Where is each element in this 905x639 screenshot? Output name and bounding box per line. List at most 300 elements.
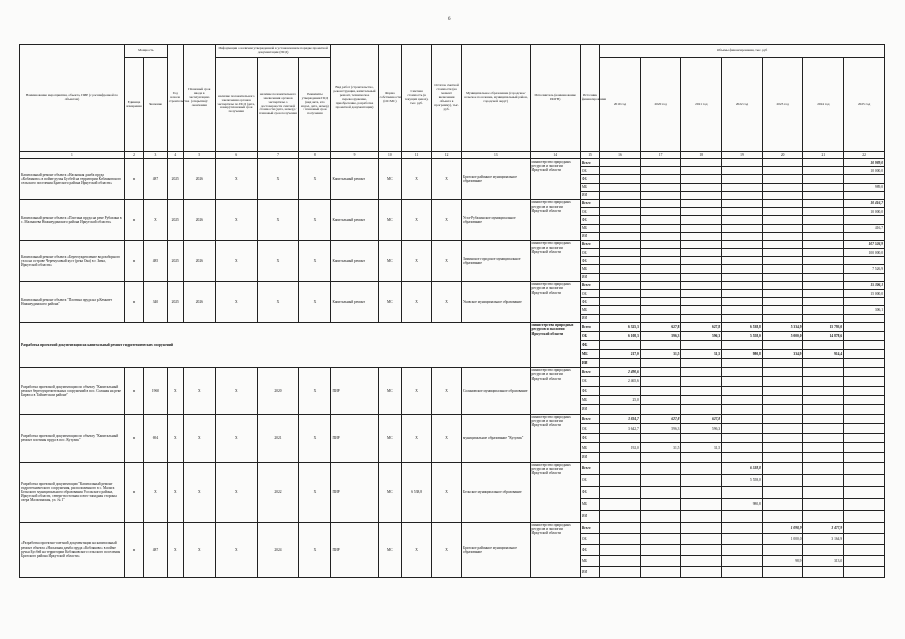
section-amount-cell (844, 340, 885, 349)
amount-cell (844, 191, 885, 199)
amount-cell (722, 224, 763, 232)
end-year-cell: 2026 (183, 240, 215, 281)
executor-cell: министерство природных ресурсов и экологии Иркутской области (530, 240, 580, 281)
amount-cell (803, 386, 844, 395)
amount-cell: 2 490,6 (600, 367, 641, 376)
source-cell: ФБ (580, 257, 599, 265)
amount-cell (762, 453, 803, 463)
source-cell: ФБ (580, 544, 599, 555)
section-amount-cell: 31,5 (681, 349, 722, 358)
amount-cell (640, 232, 681, 240)
object-name: «Разработка проектно-сметной документации на капитальный ремонт объекта «Насыпная дамба пруда «Кобляково» в пойме ручья Бусбей на территории Кобляковского сельского поселения Братского района Иркутской области» (20, 522, 125, 577)
header-volumes: Объемы финансирования, тыс. руб (600, 45, 885, 58)
amount-cell: 306,1 (844, 306, 885, 314)
amount-cell (640, 555, 681, 566)
column-number: 5 (183, 152, 215, 159)
amount-cell (681, 175, 722, 183)
ownership-cell: МС (378, 522, 402, 577)
ownership-cell: МС (378, 240, 402, 281)
start-year-cell: 2025 (167, 240, 183, 281)
amount-cell (600, 216, 641, 224)
object-name: Капитальный ремонт объекта "Плотина пруда на р.Кемьвет Нижнеудинского района" (20, 281, 125, 322)
amount-cell (722, 433, 763, 443)
work-type-cell: ПИР (331, 522, 378, 577)
amount-cell (803, 183, 844, 191)
column-number: 2 (124, 152, 143, 159)
page-number: 6 (448, 17, 451, 22)
header-year: 2023 год (762, 58, 803, 152)
municipality-cell: муниципальное образование "Кутулик" (462, 414, 531, 462)
amount-cell (722, 533, 763, 544)
amount-cell (681, 453, 722, 463)
psd-positive-cell: X (215, 367, 257, 414)
amount-cell: 416,7 (844, 224, 885, 232)
amount-cell (722, 306, 763, 314)
amount-cell (762, 281, 803, 289)
header-year: 2019 год (600, 58, 641, 152)
ownership-cell: МС (378, 159, 402, 200)
source-cell: ФБ (580, 298, 599, 306)
amount-cell (681, 208, 722, 216)
amount-cell (803, 306, 844, 314)
section-amount-cell: 596,3 (640, 331, 681, 340)
header-cost: Сметная стоимость (в текущих ценах), тыс. руб. (402, 45, 432, 152)
psd-approval-cell: X (299, 367, 331, 414)
amount-cell (600, 544, 641, 555)
remaining-cell: X (432, 281, 462, 322)
amount-cell (844, 367, 885, 376)
executor-cell: министерство природных ресурсов и экологии Иркутской области (530, 367, 580, 414)
section-amount-cell: 31,5 (640, 349, 681, 358)
unit-cell: м (124, 240, 143, 281)
amount-cell: 1 000,0 (762, 533, 803, 544)
amount-cell (803, 281, 844, 289)
section-executor: министерство природных ресурсов и экологии Иркутской области (530, 322, 580, 367)
amount-cell (762, 208, 803, 216)
amount-cell (844, 395, 885, 404)
amount-cell (803, 414, 844, 424)
source-cell: ОБ (580, 331, 599, 340)
amount-cell (600, 486, 641, 498)
column-number: 18 (681, 152, 722, 159)
amount-cell (844, 510, 885, 522)
amount-cell: 313,0 (803, 555, 844, 566)
amount-cell: 989,0 (844, 183, 885, 191)
amount-cell (722, 281, 763, 289)
column-number: 21 (803, 152, 844, 159)
psd-approval-cell: X (299, 240, 331, 281)
psd-cost-cell: X (257, 281, 299, 322)
column-number: 6 (215, 152, 257, 159)
amount-cell: 3 834,7 (600, 414, 641, 424)
amount-cell (803, 240, 844, 248)
amount-cell (803, 395, 844, 404)
amount-cell (681, 249, 722, 257)
section-amount-cell (640, 358, 681, 367)
amount-cell (762, 395, 803, 404)
municipality-cell: Соляновское муниципальное образование (462, 367, 531, 414)
amount-cell (844, 216, 885, 224)
amount-cell (844, 462, 885, 474)
amount-cell (640, 240, 681, 248)
section-amount-cell: 5 558,0 (722, 331, 763, 340)
amount-cell (640, 486, 681, 498)
section-amount-cell (681, 340, 722, 349)
section-amount-cell: 15 793,0 (803, 322, 844, 331)
amount-cell (803, 249, 844, 257)
amount-cell (600, 474, 641, 486)
amount-cell: 980,8 (722, 498, 763, 510)
amount-cell (640, 395, 681, 404)
amount-cell (844, 544, 885, 555)
amount-cell (762, 386, 803, 395)
amount-cell (640, 159, 681, 167)
psd-positive-cell: X (215, 159, 257, 200)
amount-cell: 3 477,9 (803, 522, 844, 533)
cost-cell: X (402, 414, 432, 462)
source-cell: МБ (580, 395, 599, 404)
amount-cell (803, 191, 844, 199)
header-commission: Плановый срок ввода в эксплуатацию (открытия)/окончания (183, 45, 215, 152)
amount-cell (640, 281, 681, 289)
source-cell: ИИ (580, 405, 599, 414)
amount-cell (681, 367, 722, 376)
amount-cell (640, 249, 681, 257)
header-year: 2020 год (640, 58, 681, 152)
amount-cell (722, 183, 763, 191)
municipality-cell: Братское районное муниципальное образование (462, 159, 531, 200)
source-cell: МБ (580, 183, 599, 191)
psd-approval-cell: X (299, 462, 331, 522)
amount-cell (640, 191, 681, 199)
remaining-cell: X (432, 367, 462, 414)
amount-cell (600, 249, 641, 257)
column-number: 8 (299, 152, 331, 159)
amount-cell (640, 216, 681, 224)
amount-cell (803, 544, 844, 555)
source-cell: МБ (580, 306, 599, 314)
amount-cell (762, 240, 803, 248)
amount-cell (640, 453, 681, 463)
amount-cell (762, 257, 803, 265)
section-amount-cell: 6 108,3 (600, 331, 641, 340)
amount-cell (762, 249, 803, 257)
start-year-cell: X (167, 522, 183, 577)
source-cell: Всего (580, 522, 599, 533)
unit-cell: м (124, 414, 143, 462)
amount-cell (844, 486, 885, 498)
amount-cell (722, 377, 763, 386)
source-cell: МБ (580, 443, 599, 453)
psd-approval-cell: X (299, 159, 331, 200)
amount-cell (600, 208, 641, 216)
amount-cell (600, 462, 641, 474)
header-unit: Единица измерения (124, 58, 143, 152)
object-name: Разработка проектной документации по объекту "Капитальный ремонт плотины пруда в пос. Кутулик" (20, 414, 125, 462)
amount-cell (600, 273, 641, 281)
amount-cell (640, 199, 681, 207)
amount-cell (640, 544, 681, 555)
amount-cell (803, 159, 844, 167)
amount-cell (762, 265, 803, 273)
amount-cell (600, 265, 641, 273)
amount-cell (803, 474, 844, 486)
section-amount-cell (722, 340, 763, 349)
amount-cell (762, 367, 803, 376)
header-psd-cost: наличие положительного заключения органов экспертизы о достоверности сметной стоимости (дата, номер) / плановый срок получения (257, 58, 299, 152)
amount-cell (803, 377, 844, 386)
amount-cell (722, 566, 763, 577)
amount-cell (722, 240, 763, 248)
executor-cell: министерство природных ресурсов и экологии Иркутской области (530, 522, 580, 577)
psd-cost-cell: 2021 (257, 414, 299, 462)
cost-cell: X (402, 281, 432, 322)
source-cell: ФБ (580, 216, 599, 224)
source-cell: ИИ (580, 358, 599, 367)
start-year-cell: 2025 (167, 199, 183, 240)
amount-cell (722, 265, 763, 273)
amount-cell (640, 462, 681, 474)
amount-cell (844, 424, 885, 434)
column-number-row (20, 152, 885, 159)
value-cell: X (144, 199, 168, 240)
section-amount-cell: 627,8 (640, 322, 681, 331)
amount-cell (762, 566, 803, 577)
amount-cell (762, 290, 803, 298)
amount-cell (640, 183, 681, 191)
amount-cell (844, 498, 885, 510)
amount-cell (803, 167, 844, 175)
amount-cell (762, 167, 803, 175)
section-amount-cell (600, 340, 641, 349)
amount-cell (722, 367, 763, 376)
cost-cell: 6 538,8 (402, 462, 432, 522)
amount-cell (722, 414, 763, 424)
table-row (20, 159, 885, 167)
amount-cell: 10 000,0 (844, 208, 885, 216)
amount-cell (681, 486, 722, 498)
section-amount-cell (844, 349, 885, 358)
header-capacity: Мощность (124, 45, 167, 58)
amount-cell (681, 183, 722, 191)
amount-cell: 10 416,7 (844, 199, 885, 207)
psd-cost-cell: 2024 (257, 522, 299, 577)
column-number: 1 (20, 152, 125, 159)
source-cell: МБ (580, 265, 599, 273)
header-source: Источник финансирования (580, 45, 599, 152)
header-year: 2025 год (844, 58, 885, 152)
amount-cell (640, 533, 681, 544)
section-amount-cell (722, 358, 763, 367)
ownership-cell: МС (378, 414, 402, 462)
amount-cell (600, 498, 641, 510)
amount-cell (681, 386, 722, 395)
source-cell: ИИ (580, 191, 599, 199)
psd-positive-cell: X (215, 199, 257, 240)
amount-cell (803, 424, 844, 434)
source-cell: ФБ (580, 175, 599, 183)
source-cell: ИИ (580, 566, 599, 577)
value-cell: 694 (144, 414, 168, 462)
source-cell: ИИ (580, 273, 599, 281)
amount-cell (762, 414, 803, 424)
source-cell: ОБ (580, 249, 599, 257)
amount-cell (844, 522, 885, 533)
section-amount-cell: 980,8 (722, 349, 763, 358)
source-cell: Всего (580, 240, 599, 248)
column-number: 10 (378, 152, 402, 159)
amount-cell: 3 642,7 (600, 424, 641, 434)
section-amount-cell (681, 358, 722, 367)
amount-cell (640, 290, 681, 298)
amount-cell (681, 395, 722, 404)
amount-cell (600, 405, 641, 414)
amount-cell (803, 298, 844, 306)
ownership-cell: МС (378, 462, 402, 522)
amount-cell (722, 555, 763, 566)
amount-cell (803, 314, 844, 322)
ownership-cell: МС (378, 199, 402, 240)
amount-cell (640, 405, 681, 414)
section-title: Разработка проектной документации на капитальный ремонт гидротехнических сооружений (20, 322, 531, 367)
amount-cell (600, 175, 641, 183)
psd-cost-cell: X (257, 199, 299, 240)
amount-cell (681, 224, 722, 232)
source-cell: Всего (580, 159, 599, 167)
column-number: 4 (167, 152, 183, 159)
object-name: Разработка проектной документации "Капитальный ремонт гидротехнического сооружения, расположенного в с. Мальта Бельского муниципального образования Усольского района, Иркутской области, северо-восточная и юго-западная стороны озера Мальтинская, ул. № 1" (20, 462, 125, 522)
amount-cell: 15 000,0 (844, 290, 885, 298)
amount-cell (844, 566, 885, 577)
amount-cell (600, 386, 641, 395)
amount-cell (600, 453, 641, 463)
psd-approval-cell: X (299, 414, 331, 462)
amount-cell: 15 306,1 (844, 281, 885, 289)
value-cell: 485 (144, 240, 168, 281)
amount-cell (681, 498, 722, 510)
cost-cell: X (402, 159, 432, 200)
amount-cell (803, 265, 844, 273)
amount-cell (803, 498, 844, 510)
amount-cell (681, 290, 722, 298)
amount-cell (722, 257, 763, 265)
amount-cell: 10 989,0 (844, 159, 885, 167)
amount-cell (762, 224, 803, 232)
start-year-cell: 2025 (167, 159, 183, 200)
amount-cell (803, 216, 844, 224)
source-cell: ИИ (580, 314, 599, 322)
source-cell: ОБ (580, 208, 599, 216)
table-row (20, 281, 885, 289)
table-row (20, 462, 885, 474)
table-row (20, 240, 885, 248)
amount-cell: 7 526,9 (844, 265, 885, 273)
psd-cost-cell: X (257, 159, 299, 200)
amount-cell (722, 159, 763, 167)
amount-cell (640, 510, 681, 522)
amount-cell (803, 273, 844, 281)
source-cell: ФБ (580, 386, 599, 395)
header-municipality: Муниципальное образование (городское/сельское поселение, муниципальный район, городской округ) (462, 45, 531, 152)
amount-cell: 31,5 (681, 443, 722, 453)
amount-cell (803, 486, 844, 498)
amount-cell (803, 232, 844, 240)
amount-cell (762, 298, 803, 306)
amount-cell (640, 167, 681, 175)
amount-cell: 1 098,9 (762, 522, 803, 533)
amount-cell (762, 191, 803, 199)
column-number: 7 (257, 152, 299, 159)
amount-cell (844, 433, 885, 443)
amount-cell (844, 377, 885, 386)
amount-cell (844, 414, 885, 424)
section-amount-cell (844, 358, 885, 367)
amount-cell (844, 474, 885, 486)
object-name: Капитальный ремонт объекта «Насыпная дамба пруда «Кобляково» в пойме ручья Бусбей на территории Кобляковского сельского поселения Братского района Иркутской области» (20, 159, 125, 200)
amount-cell (640, 498, 681, 510)
source-cell: МБ (580, 555, 599, 566)
section-amount-cell (844, 331, 885, 340)
amount-cell (762, 183, 803, 191)
section-amount-cell: 914,4 (803, 349, 844, 358)
source-cell: ФБ (580, 340, 599, 349)
amount-cell (722, 175, 763, 183)
amount-cell (803, 510, 844, 522)
psd-cost-cell: 2022 (257, 462, 299, 522)
section-row (20, 322, 885, 331)
amount-cell (681, 167, 722, 175)
amount-cell: 3 164,9 (803, 533, 844, 544)
psd-positive-cell: X (215, 522, 257, 577)
amount-cell (722, 249, 763, 257)
cost-cell: X (402, 522, 432, 577)
start-year-cell: X (167, 462, 183, 522)
amount-cell (722, 290, 763, 298)
executor-cell: министерство природных ресурсов и экологии Иркутской области (530, 159, 580, 200)
amount-cell (681, 306, 722, 314)
source-cell: ИИ (580, 510, 599, 522)
amount-cell (722, 216, 763, 224)
header-ownership: Форма собственности (ОС/МС) (378, 45, 402, 152)
header-work-type: Вид работ (строительство, реконструкция, капитальный ремонт, техническое перевооружение, приобретение, разработка проектной документации) (331, 45, 378, 152)
amount-cell (600, 290, 641, 298)
value-cell: 487 (144, 522, 168, 577)
amount-cell (600, 298, 641, 306)
end-year-cell: 2026 (183, 199, 215, 240)
amount-cell (762, 377, 803, 386)
section-amount-cell: 14 878,6 (803, 331, 844, 340)
unit-cell: м (124, 462, 143, 522)
amount-cell (681, 533, 722, 544)
column-number: 14 (530, 152, 580, 159)
section-amount-cell: 6 538,8 (722, 322, 763, 331)
amount-cell (762, 175, 803, 183)
amount-cell (600, 257, 641, 265)
header-remaining: Остаток сметной стоимости (на момент включения объекта в программу), тыс. руб. (432, 45, 462, 152)
end-year-cell: 2026 (183, 159, 215, 200)
value-cell: 487 (144, 159, 168, 200)
amount-cell (844, 533, 885, 544)
end-year-cell: 2026 (183, 281, 215, 322)
remaining-cell: X (432, 462, 462, 522)
amount-cell (640, 367, 681, 376)
header-name: Наименование мероприятия, объекта, ПИР (с расшифровкой по объектам) (20, 45, 125, 152)
section-amount-cell (640, 340, 681, 349)
amount-cell (600, 314, 641, 322)
remaining-cell: X (432, 240, 462, 281)
section-amount-cell (803, 358, 844, 367)
unit-cell: м (124, 159, 143, 200)
